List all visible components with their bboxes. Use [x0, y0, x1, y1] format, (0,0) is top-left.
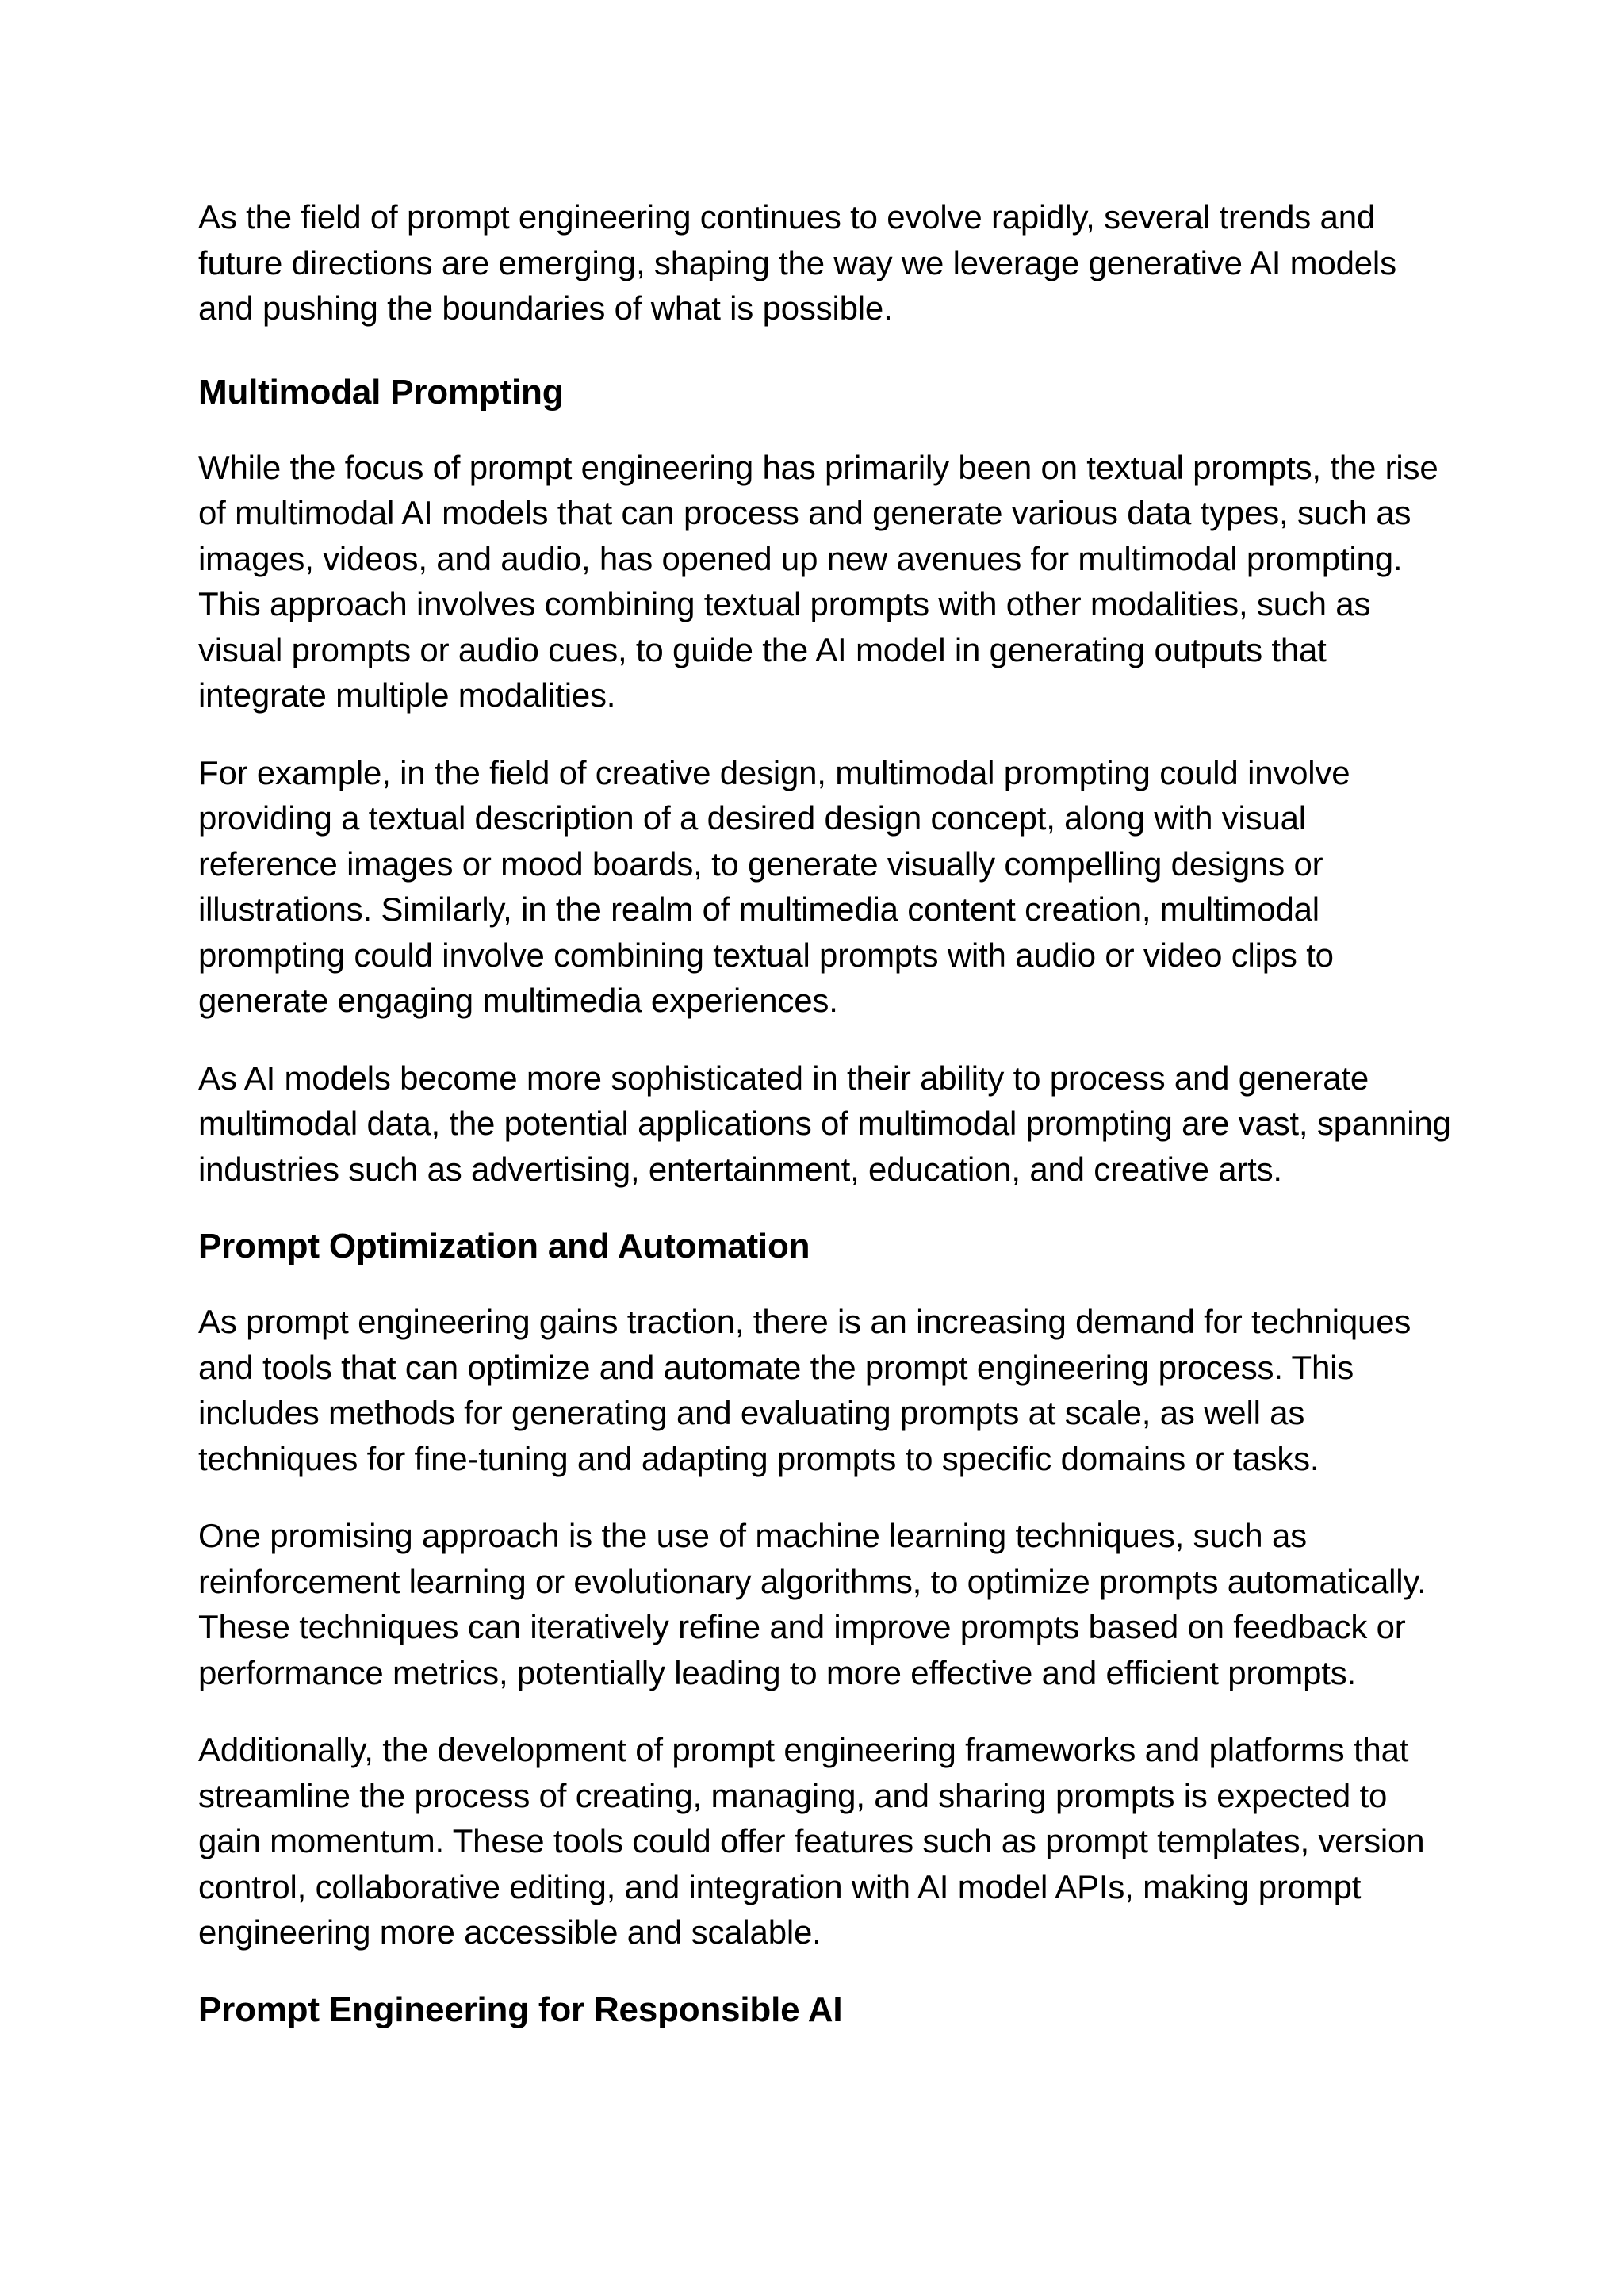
section-heading-prompt-optimization: Prompt Optimization and Automation [198, 1227, 810, 1266]
paragraph: One promising approach is the use of machine learning techniques, such as reinforcement learning or evolutionary algorithms, to optimize prompts automatically. These techniques can iteratively refine and improve prompts based on feedback or performance metrics, potentially leading to more effective and efficient prompts. [198, 1517, 1427, 1691]
paragraph: For example, in the field of creative design, multimodal prompting could involve providing a textual description of a desired design concept, along with visual reference images or mood boards, to generate visually compelling designs or illustrations. Similarly, in the realm of multimedia content creation, multimodal prompting could involve combining textual prompts with audio or video clips to generate engaging multimedia experiences. [198, 753, 1350, 1019]
intro-paragraph: As the field of prompt engineering continues to evolve rapidly, several trends and future directions are emerging, shaping the way we leverage generative AI models and pushing the boundaries of what is possible. [198, 198, 1396, 327]
paragraph: As prompt engineering gains traction, there is an increasing demand for techniques and tools that can optimize and automate the prompt engineering process. This includes methods for generating and evaluating prompts at scale, as well as techniques for fine-tuning and adapting prompts to specific domains or tasks. [198, 1303, 1411, 1477]
document-page [198, 194, 1451, 2062]
section-heading-multimodal-prompting: Multimodal Prompting [198, 372, 564, 412]
paragraph: As AI models become more sophisticated in their ability to process and generate multimodal data, the potential applications of multimodal prompting are vast, spanning industries such as advertising, entertainment, education, and creative arts. [198, 1059, 1451, 1188]
section-heading-responsible-ai: Prompt Engineering for Responsible AI [198, 1990, 843, 2029]
paragraph: Additionally, the development of prompt engineering frameworks and platforms that streamline the process of creating, managing, and sharing prompts is expected to gain momentum. These tools could offer features such as prompt templates, version control, collaborative editing, and integration with AI model APIs, making prompt engineering more accessible and scalable. [198, 1731, 1425, 1951]
paragraph: While the focus of prompt engineering has primarily been on textual prompts, the rise of multimodal AI models that can process and generate various data types, such as images, videos, and audio, has opened up new avenues for multimodal prompting. This approach involves combining textual prompts with other modalities, such as visual prompts or audio cues, to guide the AI model in generating outputs that integrate multiple modalities. [198, 448, 1438, 714]
